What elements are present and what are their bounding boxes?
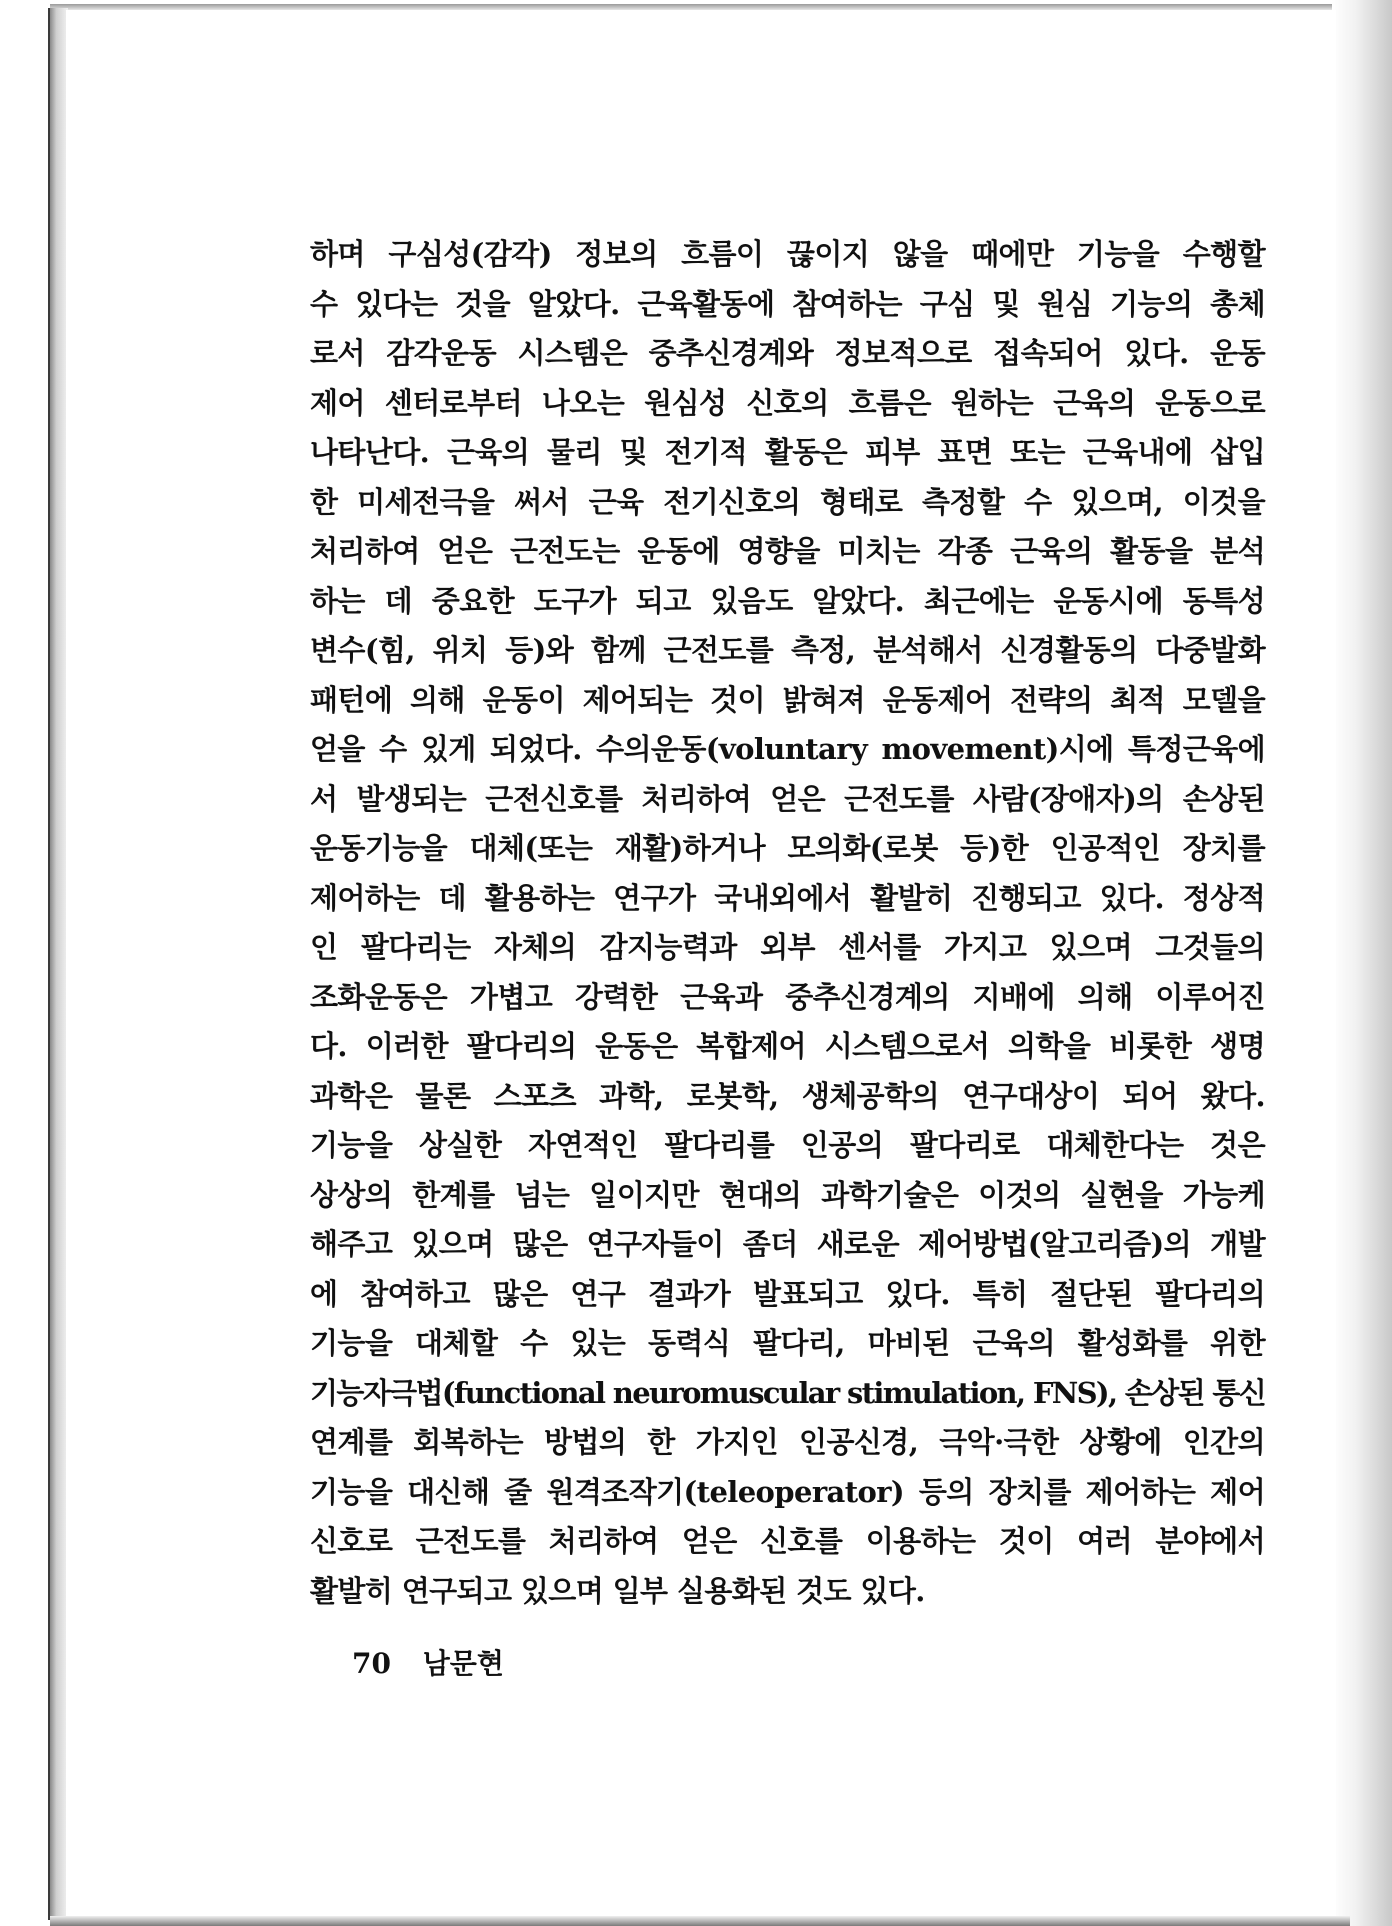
text-line: 얻을 수 있게 되었다. 수의운동(voluntary movement)시에 특정근육에 bbox=[310, 732, 1265, 766]
text-line: 패턴에 의해 운동이 제어되는 것이 밝혀져 운동제어 전략의 최적 모델을 bbox=[310, 682, 1265, 717]
text-line: 제어하는 데 활용하는 연구가 국내외에서 활발히 진행되고 있다. 정상적 bbox=[310, 880, 1265, 915]
text-line: 조화운동은 가볍고 강력한 근육과 중추신경계의 지배에 의해 이루어진 bbox=[310, 979, 1265, 1014]
text-line-last: 활발히 연구되고 있으며 일부 실용화된 것도 있다. bbox=[310, 1573, 925, 1608]
text-line: 인 팔다리는 자체의 감지능력과 외부 센서를 가지고 있으며 그것들의 bbox=[310, 930, 1265, 964]
text-line: 기능자극법(functional neuromuscular stimulation, FNS), 손상된 통신 bbox=[310, 1375, 1266, 1410]
body-text bbox=[310, 230, 1265, 1616]
text-line: 에 참여하고 많은 연구 결과가 발표되고 있다. 특히 절단된 팔다리의 bbox=[310, 1276, 1265, 1311]
text-line: 서 발생되는 근전신호를 처리하여 얻은 근전도를 사람(장애자)의 손상된 bbox=[310, 781, 1265, 816]
text-line: 처리하여 얻은 근전도는 운동에 영향을 미치는 각종 근육의 활동을 분석 bbox=[310, 534, 1265, 568]
text-line: 연계를 회복하는 방법의 한 가지인 인공신경, 극악·극한 상황에 인간의 bbox=[310, 1425, 1265, 1459]
text-line: 나타난다. 근육의 물리 및 전기적 활동은 피부 표면 또는 근육내에 삽입 bbox=[310, 435, 1265, 469]
text-line: 기능을 대체할 수 있는 동력식 팔다리, 마비된 근육의 활성화를 위한 bbox=[310, 1326, 1265, 1360]
page-number: 70 bbox=[352, 1647, 391, 1680]
text-line: 다. 이러한 팔다리의 운동은 복합제어 시스템으로서 의학을 비롯한 생명 bbox=[310, 1029, 1265, 1063]
text-line: 변수(힘, 위치 등)와 함께 근전도를 측정, 분석해서 신경활동의 다중발화 bbox=[310, 633, 1265, 667]
running-footer-author: 남문현 bbox=[422, 1647, 504, 1680]
text-line: 기능을 상실한 자연적인 팔다리를 인공의 팔다리로 대체한다는 것은 bbox=[310, 1128, 1265, 1162]
page-right-shadow bbox=[1332, 0, 1392, 1926]
text-line: 하며 구심성(감각) 정보의 흐름이 끊이지 않을 때에만 기능을 수행할 bbox=[310, 237, 1265, 271]
text-line: 신호로 근전도를 처리하여 얻은 신호를 이용하는 것이 여러 분야에서 bbox=[310, 1524, 1265, 1558]
page-binding-edge bbox=[48, 8, 68, 1920]
text-line: 상상의 한계를 넘는 일이지만 현대의 과학기술은 이것의 실현을 가능케 bbox=[310, 1177, 1265, 1212]
text-line: 하는 데 중요한 도구가 되고 있음도 알았다. 최근에는 운동시에 동특성 bbox=[310, 583, 1265, 618]
page-bottom-edge bbox=[50, 1916, 1350, 1926]
text-line: 한 미세전극을 써서 근육 전기신호의 형태로 측정할 수 있으며, 이것을 bbox=[310, 484, 1265, 519]
text-line: 로서 감각운동 시스템은 중추신경계와 정보적으로 접속되어 있다. 운동 bbox=[310, 336, 1265, 370]
text-line: 기능을 대신해 줄 원격조작기(teleoperator) 등의 장치를 제어하는 제어 bbox=[310, 1474, 1265, 1509]
text-line: 과학은 물론 스포츠 과학, 로봇학, 생체공학의 연구대상이 되어 왔다. bbox=[310, 1078, 1265, 1113]
text-line: 수 있다는 것을 알았다. 근육활동에 참여하는 구심 및 원심 기능의 총체 bbox=[310, 286, 1265, 321]
text-line: 제어 센터로부터 나오는 원심성 신호의 흐름은 원하는 근육의 운동으로 bbox=[310, 385, 1265, 420]
text-line: 해주고 있으며 많은 연구자들이 좀더 새로운 제어방법(알고리즘)의 개발 bbox=[310, 1227, 1265, 1261]
text-line: 운동기능을 대체(또는 재활)하거나 모의화(로봇 등)한 인공적인 장치를 bbox=[310, 831, 1265, 865]
page-footer bbox=[352, 1642, 504, 1682]
